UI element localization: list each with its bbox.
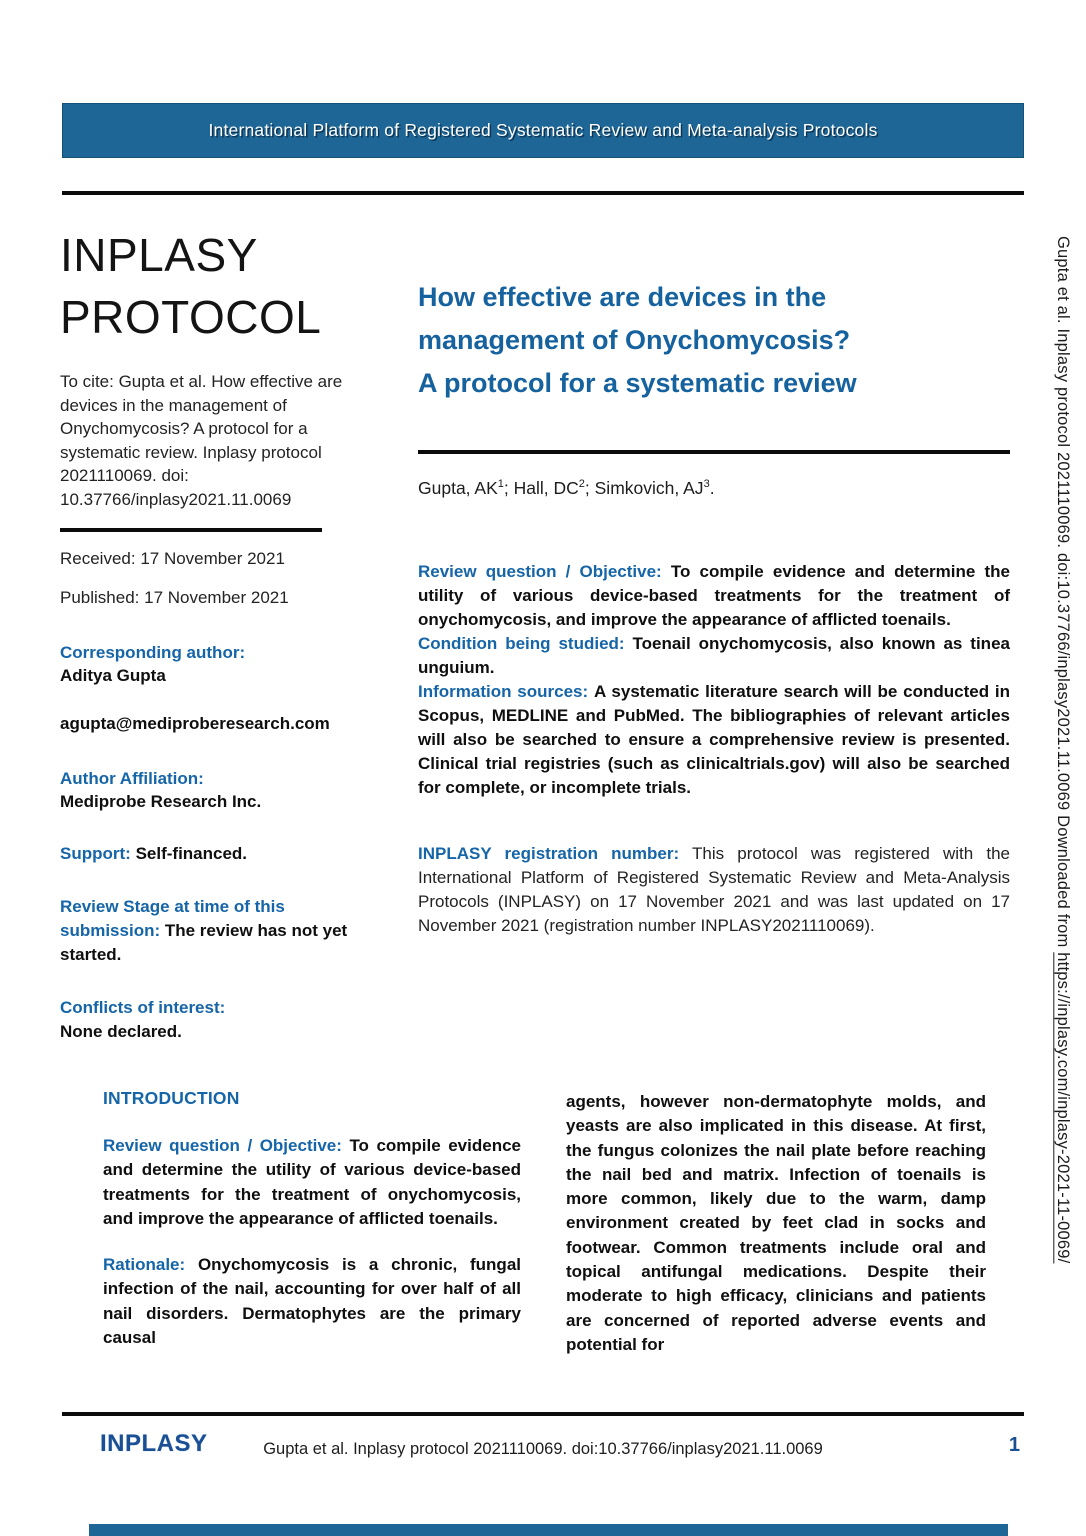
corresponding-author-label: Corresponding author: xyxy=(60,643,246,662)
intro-rationale-paragraph: Rationale: Onychomycosis is a chronic, fungal infection of the nail, accounting for over half of all nail disorders. Dermatophytes are the primary causal xyxy=(103,1255,521,1348)
introduction-left-column xyxy=(103,1088,521,1350)
masthead-line2: PROTOCOL xyxy=(60,291,322,343)
author-affil-sup-2: 2 xyxy=(578,478,585,491)
information-sources-paragraph: Information sources: A systematic literature search will be conducted in Scopus, MEDLINE and PubMed. The bibliographies of relevant articles will also be searched to ensure a comprehensive review is presented. Clinical trial registries (such as clinicaltrials.gov) will also be searched for complete, or incomplete trials. xyxy=(418,682,1010,797)
sidebar-citation xyxy=(1053,236,1072,1416)
article-title-line3: A protocol for a systematic review xyxy=(418,368,857,398)
affiliation-label: Author Affiliation: xyxy=(60,769,204,788)
title-rule xyxy=(418,450,1010,454)
author-list: Gupta, $AK^1$; Hall, $DC^2$; Simkovich, $AJ^3$. xyxy=(418,478,715,498)
affiliation-name: Mediprobe Research Inc. xyxy=(60,792,262,811)
article-title-line1: How effective are devices in the xyxy=(418,282,827,312)
article-title-line2: management of Onychomycosis? xyxy=(418,325,851,355)
conflicts-label: Conflicts of interest: xyxy=(60,998,226,1017)
intro-review-question-paragraph: Review question / Objective: To compile evidence and determine the utility of various device-based treatments for the treatment of onychomycosis, and improve the appearance of afflicted toenails. xyxy=(103,1136,521,1228)
author-affil-sup-3: 3 xyxy=(703,478,710,491)
left-rule xyxy=(60,528,322,532)
footer-citation: Gupta et al. Inplasy protocol 2021110069. doi:10.37766/inplasy2021.11.0069 xyxy=(263,1440,823,1458)
introduction-heading: INTRODUCTION xyxy=(103,1088,240,1108)
cite-text: To cite: Gupta et al. How effective are devices in the management of Onychomycosis? A protocol for a systematic review. Inplasy protocol 2021110069. doi: 10.37766/inplasy2021.11.0069 xyxy=(60,372,343,509)
author-email: agupta@mediproberesearch.com xyxy=(60,714,330,733)
article-title xyxy=(418,276,1010,405)
intro-continuation-paragraph: agents, however non-dermatophyte molds, and yeasts are also implicated in this disease. At first, the fungus colonizes the nail plate before reaching the nail bed and matrix. Infection of toenails is more common, likely due to the warm, damp environment created by feet clad in socks and footwear. Common treatments include oral and topical antifungal medications. Despite their moderate to high efficacy, clinicians and patients are concerned of reported adverse events and potential for xyxy=(566,1092,986,1354)
introduction-section xyxy=(103,1088,986,1357)
conflicts-line xyxy=(60,996,352,1044)
footer-rule xyxy=(62,1412,1024,1416)
platform-banner xyxy=(62,103,1024,158)
review-question-paragraph: Review question / Objective: To compile evidence and determine the utility of various device-based treatments for the treatment of onychomycosis, and improve the appearance of afflicted toenails. xyxy=(418,562,1010,629)
masthead-title xyxy=(60,224,352,348)
platform-banner-text: International Platform of Registered Systematic Review and Meta-analysis Protocols xyxy=(208,120,878,140)
footer-logo: INPLASY xyxy=(100,1430,208,1457)
masthead-line1: INPLASY xyxy=(60,229,258,281)
abstract-sections xyxy=(418,560,1010,800)
condition-paragraph: Condition being studied: Toenail onychomycosis, also known as tinea unguium. xyxy=(418,634,1010,677)
registration-paragraph: INPLASY registration number: This protocol was registered with the International Platform of Registered Systematic Review and Meta-Analysis Protocols (INPLASY) on 17 November 2021 and was last updated on 17 November 2021 (registration number INPLASY2021110069). xyxy=(418,844,1010,935)
author-affil-sup-1: 1 xyxy=(497,478,504,491)
right-column xyxy=(418,276,1010,938)
review-stage-line: Review Stage at time of this submission: The review has not yet started. xyxy=(60,897,348,964)
published-date: Published: 17 November 2021 xyxy=(60,588,289,607)
page-number: 1 xyxy=(1008,1434,1020,1456)
bottom-banner-strip xyxy=(89,1524,1008,1536)
support-line: Support: Self-financed. xyxy=(60,844,248,863)
sidebar-citation-text: Gupta et al. Inplasy protocol 2021110069. doi:10.37766/inplasy2021.11.0069 Downloaded from xyxy=(1054,236,1072,953)
conflicts-text: None declared. xyxy=(60,1022,182,1041)
top-rule xyxy=(62,191,1024,195)
left-column xyxy=(60,224,352,1044)
sidebar-download-link[interactable]: https://inplasy.com/inplasy-2021-11-0069/ xyxy=(1054,952,1072,1264)
introduction-right-column xyxy=(566,1088,986,1357)
corresponding-author-name: Aditya Gupta xyxy=(60,666,166,685)
received-date: Received: 17 November 2021 xyxy=(60,549,285,568)
